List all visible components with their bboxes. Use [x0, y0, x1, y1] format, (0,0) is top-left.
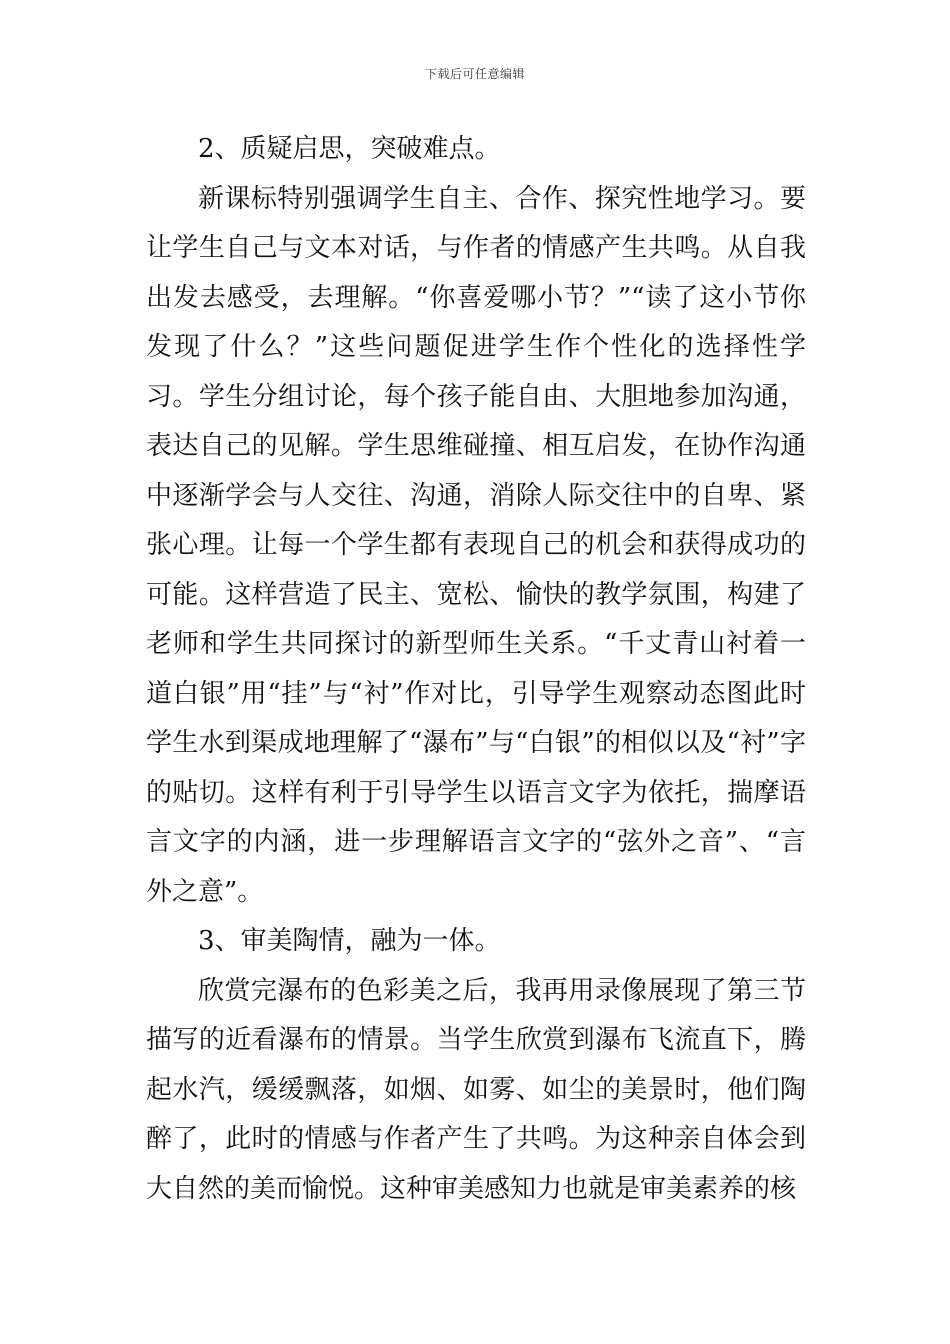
body-paragraph: 欣赏完瀑布的色彩美之后，我再用录像展现了第三节描写的近看瀑布的情景。当学生欣赏到瀑布飞流直下，腾起水汽，缓缓飘落，如烟、如雾、如尘的美景时，他们陶醉了，此时的情感与作者产生了共鸣。为这种亲自体会到大自然的美而愉悦。这种审美感知力也就是审美素养的核: [146, 975, 806, 1204]
document-body: [146, 125, 806, 1214]
body-paragraph: 新课标特别强调学生自主、合作、探究性地学习。要让学生自己与文本对话，与作者的情感产生共鸣。从自我出发去感受，去理解。“你喜爱哪小节？”“读了这小节你发现了什么？”这些问题促进学生作个性化的选择性学习。学生分组讨论，每个孩子能自由、大胆地参加沟通，表达自己的见解。学生思维碰撞、相互启发，在协作沟通中逐渐学会与人交往、沟通，消除人际交往中的自卑、紧张心理。让每一个学生都有表现自己的机会和获得成功的可能。这样营造了民主、宽松、愉快的教学氛围，构建了老师和学生共同探讨的新型师生关系。“千丈青山衬着一道白银”用“挂”与“衬”作对比，引导学生观察动态图此时学生水到渠成地理解了“瀑布”与“白银”的相似以及“衬”字的贴切。这样有利于引导学生以语言文字为依托，揣摩语言文字的内涵，进一步理解语言文字的“弦外之音”、“言外之意”。: [146, 183, 806, 907]
page-header: 下载后可任意编辑: [424, 67, 525, 81]
section-heading-2: 2、质疑启思，突破难点。: [198, 134, 501, 164]
section-heading-3: 3、审美陶情，融为一体。: [198, 926, 501, 956]
